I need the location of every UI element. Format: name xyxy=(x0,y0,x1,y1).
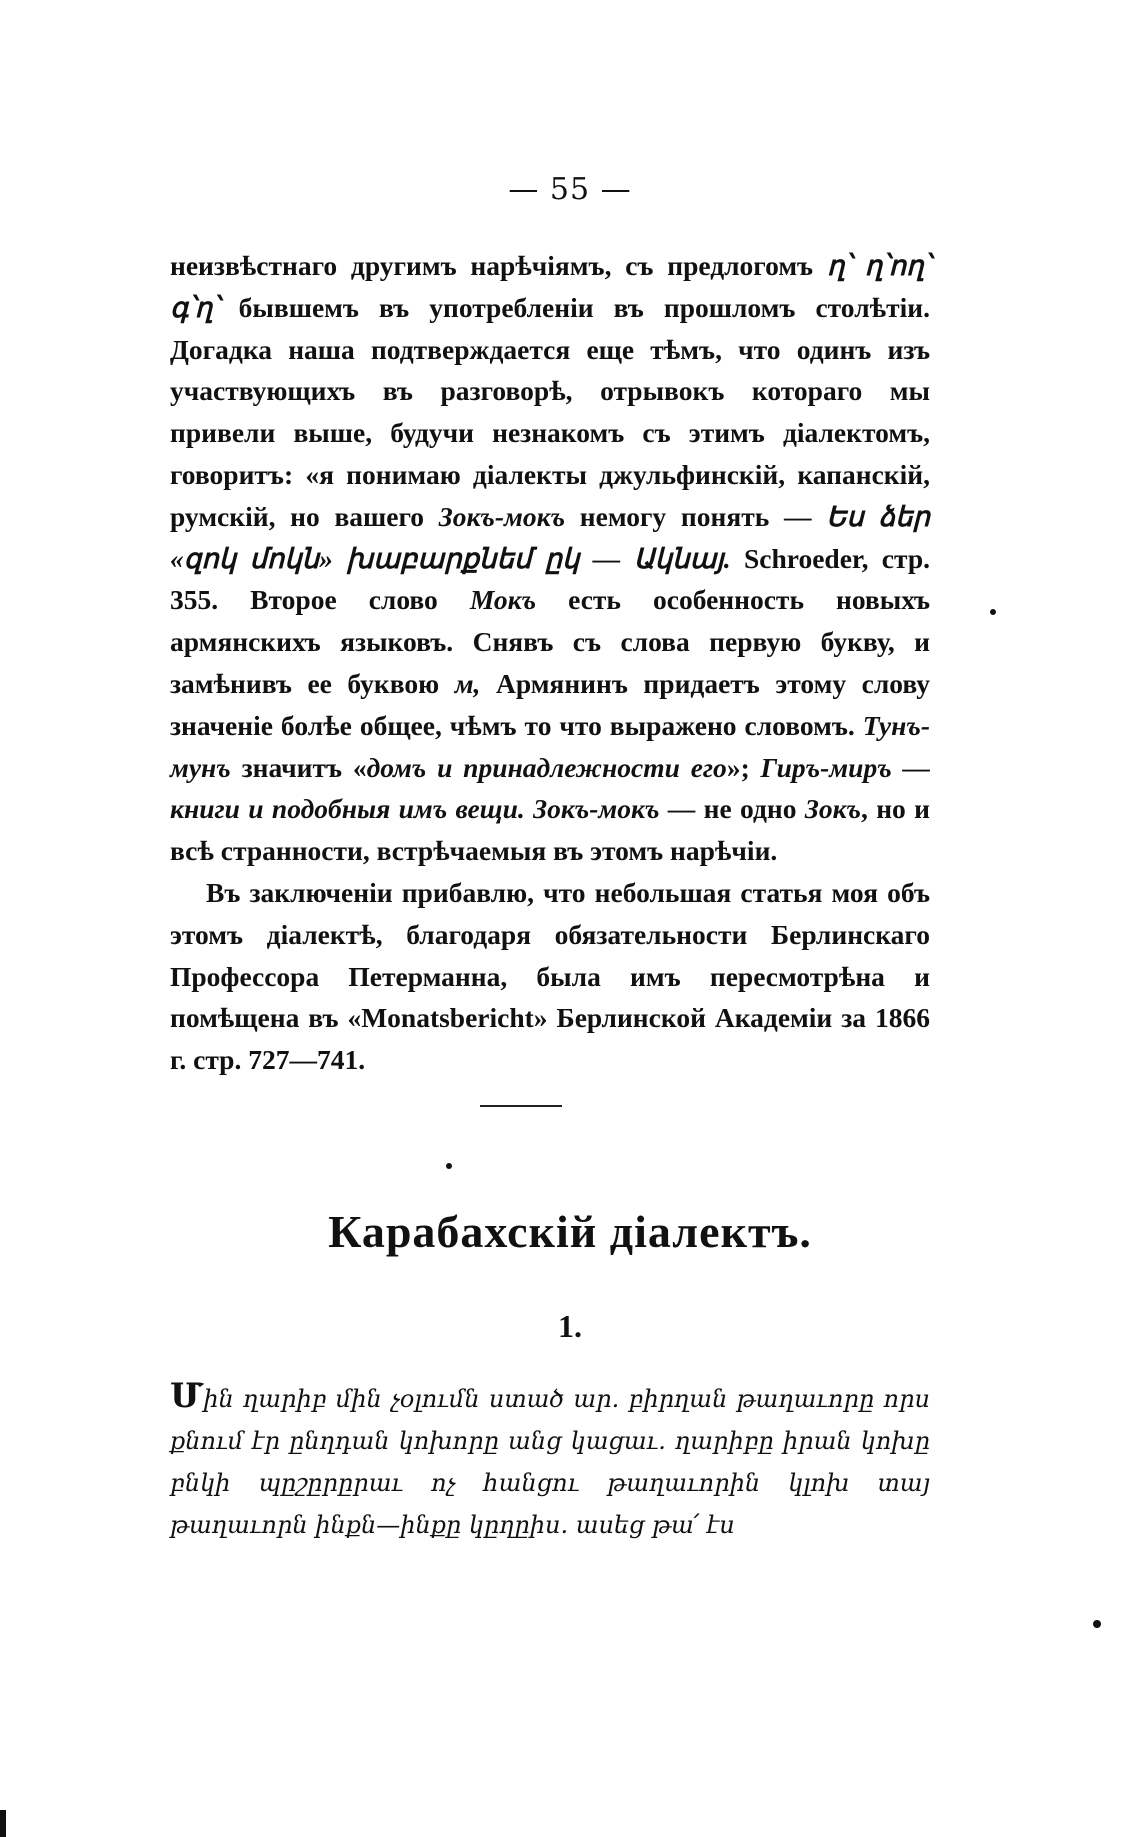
armenian-text-body: ին ղարիբ մին չօլումն ստած ար. բիրղան թաղաւորը որս քնում էր ընղդան կոխորը անց կացաւ. ղարիբը իրան կոխը բնկի պըշըրըրաւ ոչ հանցու թաղաւորին կլոխ տայ թաղաւորն ինքն—ինքը կըղըիս. ասեց թա՛ էս xyxy=(170,1385,930,1539)
text-run: , но и всѣ странности, встрѣчаемыя въ этомъ нарѣчіи. xyxy=(170,793,930,867)
text-run: »; xyxy=(726,751,761,783)
text-run: Schroeder, стр. 355. Второе слово xyxy=(170,542,931,616)
text-run: значитъ « xyxy=(230,751,367,783)
text-run: есть особенность новыхъ армянскихъ языковъ. Снявъ съ слова первую букву, и замѣнивъ ее буквою xyxy=(170,584,930,699)
text-run: Армянинъ придаетъ этому слову значеніе болѣе общее, чѣмъ то что выражено словомъ. xyxy=(170,667,931,741)
paragraph-2: Въ заключеніи прибавлю, что небольшая статья моя объ этомъ діалектѣ, благодаря обязательности Берлинскаго Профессора Петерманна, была имъ пересмотрѣна и помѣщена въ «Monatsbericht» Берлинской Академіи за 1866 г. стр. 727—741. xyxy=(170,876,930,1076)
page-number: — 55 — xyxy=(508,172,632,207)
italic-term: м, xyxy=(454,667,481,699)
drop-initial: Մ xyxy=(170,1376,204,1416)
italic-term: Зокъ xyxy=(804,793,861,825)
text-run: немогу понять — xyxy=(565,500,827,532)
italic-term: домъ и принадлежности его xyxy=(366,751,727,783)
italic-term: Гиръ-миръ — книги и подобныя имъ вещи. Зокъ-мокъ xyxy=(170,751,930,825)
armenian-inline-text: Ես ձեր «զոկ մոկն» խաբարքնեմ ըկ — Ակնայ. xyxy=(170,500,930,574)
section-title: Карабахскій діалектъ. xyxy=(328,1206,812,1257)
body-text xyxy=(170,245,930,1081)
text-run: бывшемъ въ употребленіи въ прошломъ столѣтіи. Догадка наша подтверждается еще тѣмъ, что одинъ изъ участвующихъ въ разговорѣ, отрывокъ котораго мы привели выше, будучи незнакомъ съ этимъ діалектомъ, говоритъ: «я понимаю діалекты джульфинскій, капанскій, румскій, но вашего xyxy=(170,291,930,532)
armenian-passage xyxy=(170,1375,930,1546)
italic-term: Тунъ-мунъ xyxy=(170,709,930,783)
text-run: — не одно xyxy=(659,793,805,825)
section-divider-rule xyxy=(480,1105,562,1107)
print-speck xyxy=(1093,1620,1101,1628)
scan-edge-mark xyxy=(0,1810,6,1837)
paragraph-1 xyxy=(170,245,930,872)
italic-term: Зокъ-мокъ xyxy=(438,500,566,532)
text-run: неизвѣстнаго другимъ нарѣчіямъ, съ предлогомъ xyxy=(170,250,827,281)
italic-term: Мокъ xyxy=(469,584,537,616)
section-number: 1. xyxy=(558,1308,582,1344)
print-speck xyxy=(446,1163,452,1169)
armenian-inline-text: ղ՝ ղ՝ող՝ գ՝ղ՝ xyxy=(170,250,931,323)
print-speck xyxy=(990,609,996,615)
